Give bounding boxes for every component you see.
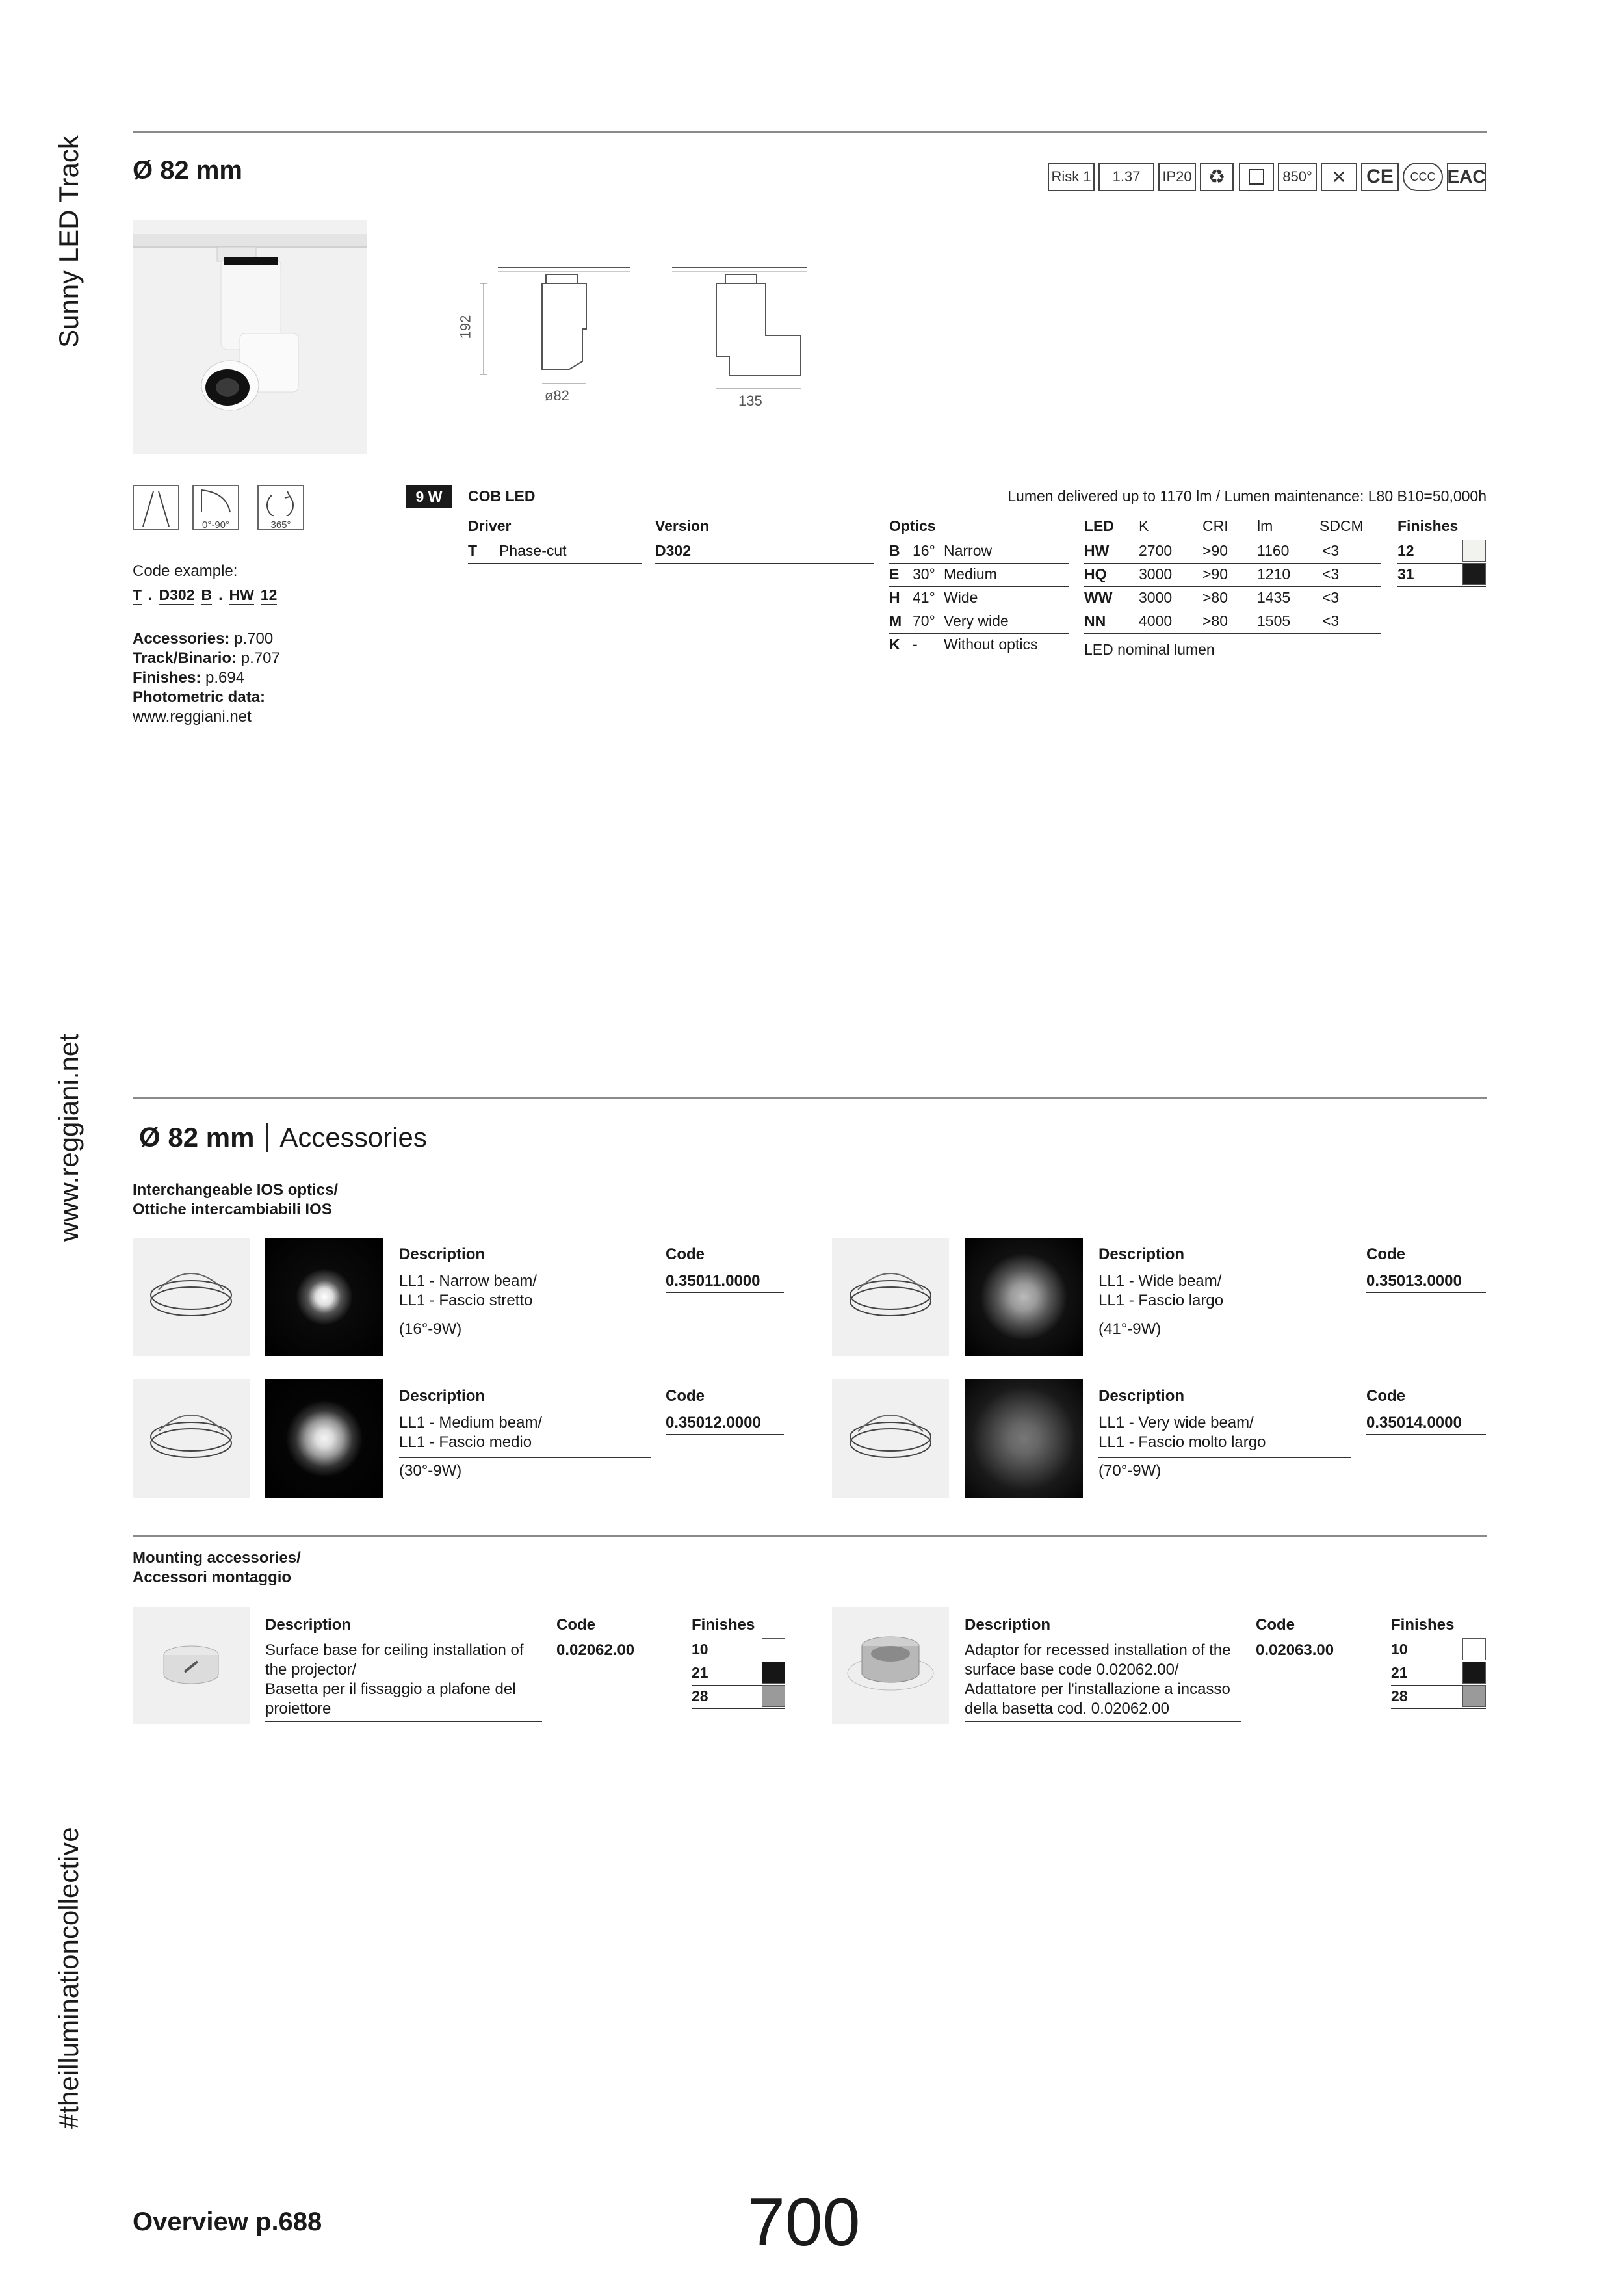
optic-desc: LL1 - Medium beam/ LL1 - Fascio medio: [399, 1414, 543, 1451]
optic-desc: LL1 - Very wide beam/ LL1 - Fascio molto largo: [1098, 1414, 1266, 1451]
hdr-version: Version: [655, 517, 710, 534]
optic-code-rule: [666, 1434, 784, 1435]
finish-code: 28: [1391, 1688, 1408, 1704]
optic-desc-rule: [399, 1457, 651, 1458]
optic-angle: -: [913, 636, 918, 653]
optic-power: (41°-9W): [1098, 1320, 1162, 1338]
code-part: T: [133, 586, 142, 605]
code-example-label: Code example:: [133, 562, 238, 580]
led-lm: 1160: [1257, 542, 1290, 559]
page-number: 700: [747, 2185, 861, 2260]
recycle-icon: ♻: [1200, 163, 1234, 191]
refs: [133, 629, 280, 727]
dim-height: 192: [457, 315, 474, 339]
led-lm: 1505: [1257, 612, 1291, 629]
no-cover-icon: ✕: [1321, 163, 1357, 191]
code-part: HW: [229, 586, 253, 605]
led-rule: [1084, 633, 1381, 634]
finish-swatch-black: [762, 1662, 785, 1684]
optic-code-label: Code: [666, 1387, 705, 1405]
led-sdcm: <3: [1322, 566, 1340, 582]
led-lm: 1435: [1257, 589, 1291, 606]
rotation-icon: [257, 485, 304, 530]
accessories-size: Ø 82 mm: [139, 1122, 255, 1153]
finish-swatch-white: [762, 1638, 785, 1660]
led-cri: >80: [1202, 589, 1228, 606]
finish-swatch-white: [1462, 540, 1486, 562]
code-part: 12: [261, 586, 278, 605]
optic-ring-image: [133, 1238, 250, 1356]
risk-badge: Risk 1: [1048, 163, 1095, 191]
mount-desc-label: Description: [965, 1616, 1051, 1634]
hdr-cri: CRI: [1202, 517, 1228, 534]
finish-rule: [1397, 586, 1486, 587]
accessories-title: [139, 1122, 427, 1153]
temperature-badge: 850°: [1278, 163, 1317, 191]
led-cri: >90: [1202, 542, 1228, 559]
optic-ring-image: [133, 1379, 250, 1498]
accessories-rule: [133, 1097, 1487, 1099]
optic-rule: [889, 586, 1069, 587]
hdr-lm: lm: [1257, 517, 1273, 534]
finish-code: 12: [1397, 542, 1414, 559]
optic-desc-label: Description: [399, 1387, 486, 1405]
class2-icon: [1239, 163, 1274, 191]
surface-base-image: [133, 1607, 250, 1724]
mount-desc-rule: [265, 1721, 542, 1722]
optic-code: B: [889, 542, 900, 559]
mount-code[interactable]: 0.02063.00: [1256, 1641, 1334, 1659]
mount-code-label: Code: [556, 1616, 595, 1634]
driver-rule: [468, 563, 642, 564]
finish-code: 28: [692, 1688, 708, 1704]
optic-rule: [889, 563, 1069, 564]
optic-desc-rule: [1098, 1457, 1351, 1458]
driver-name: Phase-cut: [499, 542, 567, 559]
optics-heading: Interchangeable IOS optics/ Ottiche intercambiabili IOS: [133, 1181, 339, 1218]
source-label: COB LED: [468, 488, 536, 504]
hdr-finishes: Finishes: [1397, 517, 1459, 534]
side-website[interactable]: www.reggiani.net: [53, 1034, 84, 1242]
optic-angle: 16°: [913, 542, 935, 559]
drawing-side: [663, 254, 845, 423]
finish-code: 21: [1391, 1664, 1408, 1681]
led-code: WW: [1084, 589, 1113, 606]
led-note: LED nominal lumen: [1084, 641, 1215, 658]
finish-swatch-black: [1462, 563, 1486, 585]
code-example: [133, 586, 277, 605]
tilt-label: 0°-90°: [201, 519, 230, 530]
mount-desc: Adaptor for recessed installation of the surface base code 0.02062.00/ Adattatore per l'installazione a incasso della basetta cod. 0.02062.00: [965, 1641, 1231, 1717]
optic-name: Narrow: [944, 542, 993, 559]
hdr-optics: Optics: [889, 517, 936, 534]
led-cri: >80: [1202, 612, 1228, 629]
finish-swatch-grey: [1462, 1685, 1486, 1707]
optic-code-rule: [1366, 1434, 1486, 1435]
top-rule: [133, 131, 1487, 133]
optic-angle: 70°: [913, 612, 935, 629]
optic-desc-label: Description: [1098, 1387, 1185, 1405]
led-k: 4000: [1139, 612, 1173, 629]
accessories-label: Accessories: [279, 1122, 427, 1153]
led-cri: >90: [1202, 566, 1228, 582]
product-photo: [133, 220, 367, 454]
mounting-rule: [133, 1535, 1487, 1537]
power-badge: 9 W: [406, 485, 452, 508]
led-k: 3000: [1139, 566, 1173, 582]
ref-accessories[interactable]: Accessories: p.700: [133, 630, 274, 647]
version-rule: [655, 563, 874, 564]
product-title: Ø 82 mm: [133, 156, 242, 185]
ccc-icon: CCC: [1403, 163, 1443, 191]
mount-finishes-label: Finishes: [1391, 1616, 1455, 1634]
ref-photometric: Photometric data:: [133, 688, 266, 706]
finish-rule: [692, 1708, 785, 1709]
optic-code-label: Code: [666, 1246, 705, 1263]
led-rule: [1084, 563, 1381, 564]
finish-code: 10: [1391, 1641, 1408, 1658]
finish-rule: [1391, 1708, 1486, 1709]
mount-finishes-label: Finishes: [692, 1616, 755, 1634]
overview-link[interactable]: Overview p.688: [133, 2208, 322, 2236]
led-code: NN: [1084, 612, 1106, 629]
version-code: D302: [655, 542, 691, 559]
code-part: D302: [159, 586, 194, 605]
beam-narrow-image: [265, 1238, 383, 1356]
optic-desc: LL1 - Wide beam/ LL1 - Fascio largo: [1098, 1272, 1224, 1309]
optic-code: K: [889, 636, 900, 653]
led-code: HW: [1084, 542, 1110, 559]
mounting-heading: Mounting accessories/ Accessori montaggio: [133, 1549, 301, 1586]
finish-code: 10: [692, 1641, 708, 1658]
optic-code[interactable]: 0.35013.0000: [1366, 1272, 1462, 1290]
optic-name: Medium: [944, 566, 997, 582]
led-rule: [1084, 586, 1381, 587]
driver-code: T: [468, 542, 478, 559]
led-k: 3000: [1139, 589, 1173, 606]
mount-code-label: Code: [1256, 1616, 1295, 1634]
finish-swatch-black: [1462, 1662, 1486, 1684]
finish-code: 31: [1397, 566, 1414, 582]
dim-diameter: ø82: [545, 387, 569, 404]
dim-depth: 135: [738, 393, 762, 409]
optic-rule: [889, 633, 1069, 634]
code-sep: .: [218, 586, 223, 603]
code-sep: .: [148, 586, 153, 603]
optic-code-rule: [1366, 1292, 1486, 1293]
optic-angle: 41°: [913, 589, 935, 606]
mount-desc-rule: [965, 1721, 1241, 1722]
optic-desc: LL1 - Narrow beam/ LL1 - Fascio stretto: [399, 1272, 538, 1309]
led-lm: 1210: [1257, 566, 1291, 582]
optic-power: (70°-9W): [1098, 1462, 1162, 1480]
beam-wide-image: [965, 1238, 1083, 1356]
ip-badge: IP20: [1158, 163, 1196, 191]
finish-swatch-grey: [762, 1685, 785, 1707]
led-sdcm: <3: [1322, 589, 1340, 606]
side-hashtag: #theilluminationcollective: [53, 1827, 84, 2129]
optic-name: Very wide: [944, 612, 1009, 629]
led-sdcm: <3: [1322, 612, 1340, 629]
optic-code[interactable]: 0.35014.0000: [1366, 1414, 1462, 1431]
side-title: Sunny LED Track: [53, 135, 84, 348]
optic-desc-label: Description: [399, 1246, 486, 1263]
optic-code: E: [889, 566, 900, 582]
led-k: 2700: [1139, 542, 1173, 559]
optic-name: Without optics: [944, 636, 1038, 653]
rotation-label: 365°: [270, 519, 291, 530]
mount-desc: Surface base for ceiling installation of the projector/ Basetta per il fissaggio a plafone del proiettore: [265, 1641, 524, 1717]
code-part: B: [201, 586, 212, 605]
mount-code[interactable]: 0.02062.00: [556, 1641, 635, 1659]
led-code: HQ: [1084, 566, 1107, 582]
ce-icon: CE: [1361, 163, 1399, 191]
recessed-adaptor-image: [832, 1607, 949, 1724]
optic-ring-image: [832, 1379, 949, 1498]
hdr-led: LED: [1084, 517, 1114, 534]
eac-icon: EAC: [1447, 163, 1486, 191]
beam-very-wide-image: [965, 1379, 1083, 1498]
optic-code: H: [889, 589, 900, 606]
finish-swatch-white: [1462, 1638, 1486, 1660]
optic-code[interactable]: 0.35011.0000: [666, 1272, 760, 1290]
weight-badge: 1.37: [1098, 163, 1154, 191]
optic-code-rule: [666, 1292, 784, 1293]
optic-power: (30°-9W): [399, 1462, 462, 1480]
beam-medium-image: [265, 1379, 383, 1498]
ref-track[interactable]: Track/Binario: p.707: [133, 649, 280, 667]
optic-code-label: Code: [1366, 1387, 1405, 1405]
finish-code: 21: [692, 1664, 708, 1681]
beam-angle-icon: [133, 485, 179, 530]
optic-ring-image: [832, 1238, 949, 1356]
website-link[interactable]: www.reggiani.net: [133, 708, 252, 725]
optic-code: M: [889, 612, 902, 629]
hdr-sdcm: SDCM: [1319, 517, 1364, 534]
optic-angle: 30°: [913, 566, 935, 582]
optic-power: (16°-9W): [399, 1320, 462, 1338]
title-divider: [266, 1123, 268, 1152]
optic-name: Wide: [944, 589, 978, 606]
tilt-icon: [192, 485, 239, 530]
ref-finishes[interactable]: Finishes: p.694: [133, 669, 245, 686]
led-sdcm: <3: [1322, 542, 1340, 559]
hdr-k: K: [1139, 517, 1149, 534]
mount-desc-label: Description: [265, 1616, 352, 1634]
hdr-driver: Driver: [468, 517, 512, 534]
drawing-front: [457, 254, 643, 423]
optic-code-label: Code: [1366, 1246, 1405, 1263]
lumen-note: Lumen delivered up to 1170 lm / Lumen maintenance: L80 B10=50,000h: [1007, 488, 1487, 504]
optic-desc-label: Description: [1098, 1246, 1185, 1263]
optic-code[interactable]: 0.35012.0000: [666, 1414, 761, 1431]
